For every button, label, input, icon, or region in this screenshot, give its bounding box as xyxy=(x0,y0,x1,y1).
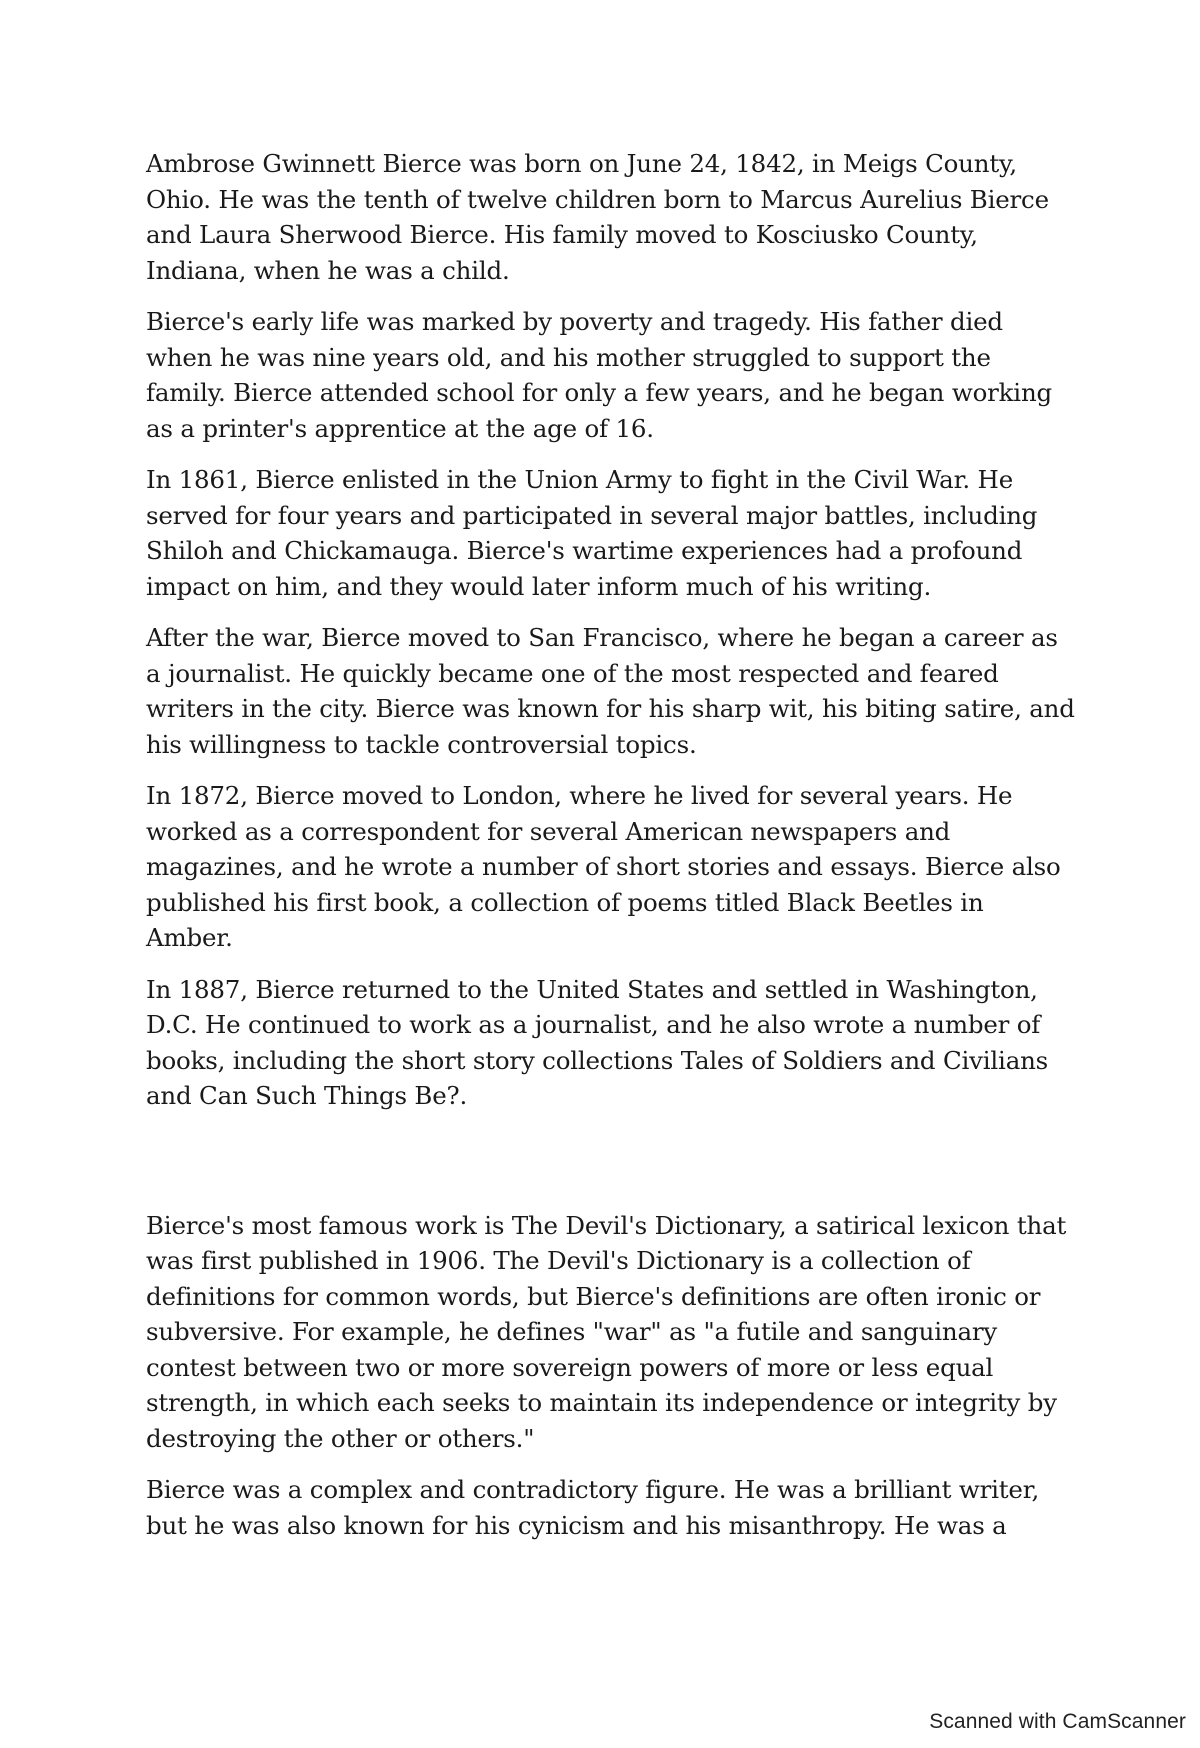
camscanner-watermark: Scanned with CamScanner xyxy=(929,1710,1186,1733)
document-body xyxy=(146,146,1076,1559)
paragraph-civil-war: In 1861, Bierce enlisted in the Union Army to fight in the Civil War. He served for four years and participated in several major battles, including Shiloh and Chickamauga. Bierce's wartime experiences had a profound impact on him, and they would later inform much of his writing. xyxy=(146,465,1038,601)
paragraph-devils-dictionary: Bierce's most famous work is The Devil's Dictionary, a satirical lexicon that was first published in 1906. The Devil's Dictionary is a collection of definitions for common words, but Bierce's definitions are often ironic or subversive. For example, he defines "war" as "a futile and sanguinary contest between two or more sovereign powers of more or less equal strength, in which each seeks to maintain its independence or integrity by destroying the other or others." xyxy=(146,1210,1067,1453)
paragraph-london: In 1872, Bierce moved to London, where he lived for several years. He worked as a correspondent for several American newspapers and magazines, and he wrote a number of short stories and essays. Bierce also published his first book, a collection of poems titled Black Beetles in Amber. xyxy=(146,781,1061,952)
section-gap xyxy=(146,1130,1076,1208)
paragraph-washington: In 1887, Bierce returned to the United States and settled in Washington, D.C. He continued to work as a journalist, and he also wrote a number of books, including the short story collections Tales of Soldiers and Civilians and Can Such Things Be?. xyxy=(146,974,1049,1110)
paragraph-early-life: Bierce's early life was marked by poverty and tragedy. His father died when he was nine years old, and his mother struggled to support the family. Bierce attended school for only a few years, and he began working as a printer's apprentice at the age of 16. xyxy=(146,307,1053,443)
paragraph-birth: Ambrose Gwinnett Bierce was born on June 24, 1842, in Meigs County, Ohio. He was the tenth of twelve children born to Marcus Aurelius Bierce and Laura Sherwood Bierce. His family moved to Kosciusko County, Indiana, when he was a child. xyxy=(146,149,1049,285)
paragraph-san-francisco: After the war, Bierce moved to San Francisco, where he began a career as a journalist. He quickly became one of the most respected and feared writers in the city. Bierce was known for his sharp wit, his biting satire, and his willingness to tackle controversial topics. xyxy=(146,623,1075,759)
paragraph-complex-figure: Bierce was a complex and contradictory figure. He was a brilliant writer, but he was also known for his cynicism and his misanthropy. He was a xyxy=(146,1475,1040,1540)
